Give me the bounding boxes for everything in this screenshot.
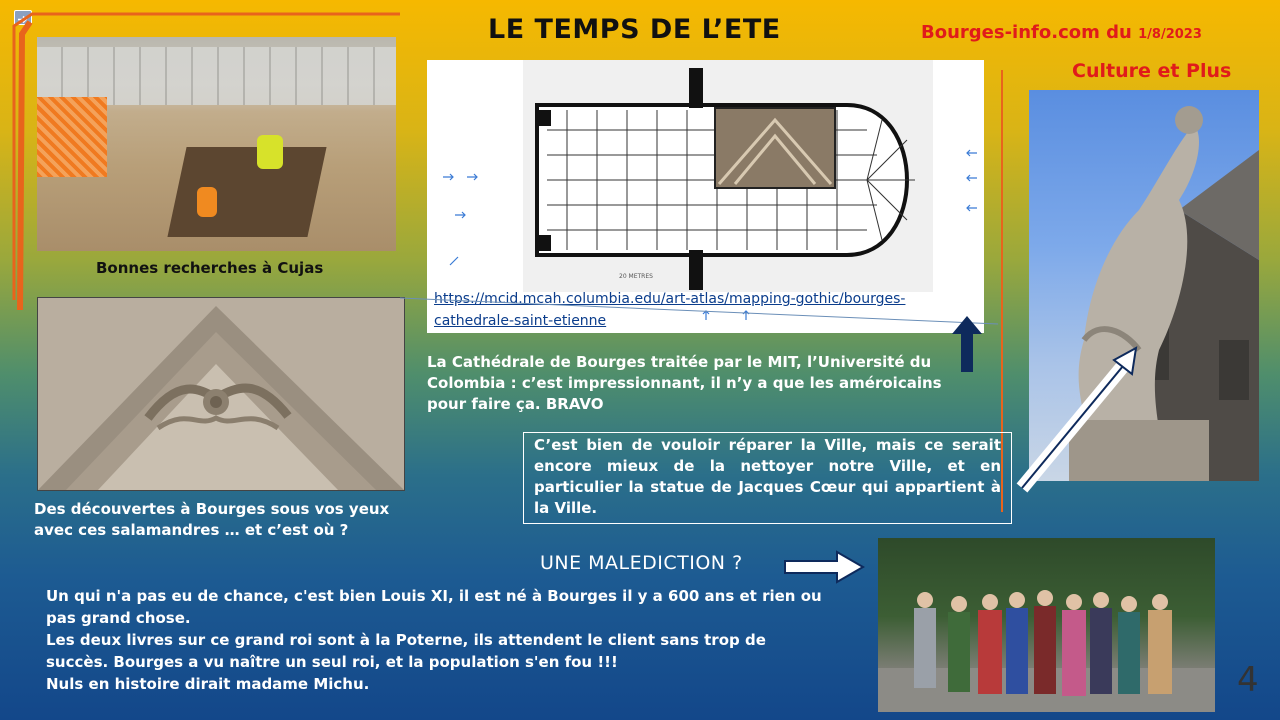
cathedral-link-line-2[interactable]: cathedrale-saint-etienne — [434, 313, 607, 329]
page-number: 4 — [1237, 660, 1259, 700]
salamander-caption: Des découvertes à Bourges sous vos yeux avec ces salamandres … et c’est où ? — [34, 500, 390, 539]
malediction-heading: UNE MALEDICTION ? — [540, 552, 743, 574]
page-title: LE TEMPS DE L’ETE — [488, 14, 781, 45]
excavation-pit — [167, 147, 326, 237]
group-illustration — [878, 538, 1215, 712]
louis-xi-line-1: Un qui n'a pas eu de chance, c'est bien Louis XI, il est né à Bourges il y a 600 ans et rien ou pas grand chose. — [46, 587, 822, 627]
carving-illustration — [38, 298, 404, 490]
louis-xi-line-2: Les deux livres sur ce grand roi sont à la Poterne, ils attendent le client sans trop de succès. Bourges a vu naître un seul roi, et la population s'en fou !!! — [46, 631, 766, 671]
worker-2 — [197, 187, 217, 217]
section-label: Culture et Plus — [1072, 60, 1232, 82]
cathedral-caption: La Cathédrale de Bourges traitée par le MIT, l’Université du Colombia : c’est impressionnant, il n’y a que les améroicains pour faire ça. BRAVO — [427, 353, 942, 413]
site-dateline — [921, 22, 1202, 43]
louis-xi-line-3: Nuls en histoire dirait madame Michu. — [46, 675, 370, 693]
statue-note-box: C’est bien de vouloir réparer la Ville, mais ce serait encore mieux de la nettoyer notre Ville, et en particulier la statue de Jacques Cœur qui appartient à la Ville. — [523, 432, 1012, 524]
scale-label: 20 METRES — [619, 273, 653, 280]
worker-1 — [257, 135, 283, 169]
right-arrow-icon — [783, 550, 865, 584]
salamander-photo — [37, 297, 405, 491]
cathedral-link-line-1[interactable]: https://mcid.mcah.columbia.edu/art-atlas/mapping-gothic/bourges- — [434, 291, 906, 307]
orange-barrier — [37, 97, 107, 177]
publication-date: 1/8/2023 — [1138, 27, 1202, 42]
costume-group-photo — [878, 538, 1215, 712]
divider-line — [400, 290, 1000, 330]
site-name: Bourges-info.com du — [921, 22, 1139, 43]
statue-pointer-arrow — [1010, 340, 1150, 500]
louis-xi-text — [46, 585, 826, 695]
excavation-caption: Bonnes recherches à Cujas — [96, 259, 324, 277]
excavation-photo — [37, 37, 396, 251]
